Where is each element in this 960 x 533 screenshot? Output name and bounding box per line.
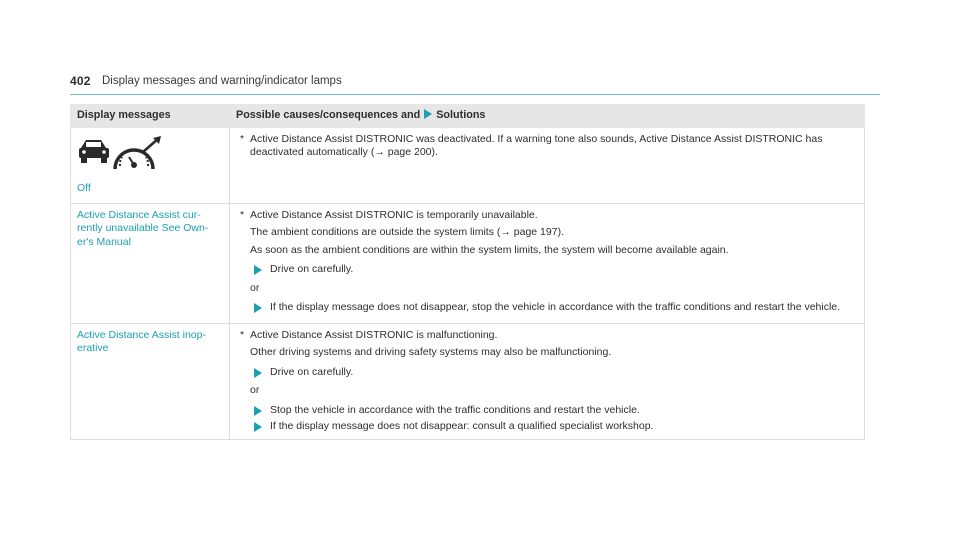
- cause-item: [236, 209, 858, 258]
- table-row: [71, 203, 865, 323]
- detail-text: As soon as the ambient conditions are within the system limits, the system will become available again.: [250, 243, 729, 256]
- message-text: Active Distance Assist cur- rently unavailable See Own- er's Manual: [77, 208, 209, 248]
- cause-text: Active Distance Assist DISTRONIC is malfunctioning.: [250, 328, 498, 341]
- solution-text: Drive on carefully.: [270, 365, 354, 378]
- detail-text: Other driving systems and driving safety systems may also be malfunctioning.: [250, 346, 612, 358]
- cause-cell: [230, 203, 865, 323]
- column-header-solutions-label: Solutions: [436, 109, 486, 121]
- table-header-row: [71, 105, 865, 128]
- solution-arrow-icon: [424, 109, 432, 119]
- cause-cell: [230, 127, 865, 203]
- cause-marker: *: [240, 132, 245, 145]
- cause-text: Active Distance Assist DISTRONIC was deactivated. If a warning tone also sounds, Active Distance Assist DISTRONIC has deactivated automatically (→ page 200).: [250, 132, 823, 158]
- page-number: 402: [70, 74, 91, 88]
- solution-text: Stop the vehicle in accordance with the traffic conditions and restart the vehicle.: [270, 403, 640, 416]
- detail-text: The ambient conditions are outside the system limits (→ page 197).: [250, 226, 564, 238]
- solution-step: [236, 263, 858, 277]
- display-messages-table: [70, 104, 865, 440]
- distronic-off-icon: [77, 136, 169, 174]
- solution-text: If the display message does not disappear, stop the vehicle in accordance with the traffic conditions and restart the vehicle.: [270, 301, 841, 313]
- solution-text: Drive on carefully.: [270, 263, 354, 275]
- cause-marker: *: [240, 208, 245, 221]
- column-header-messages: Display messages: [71, 105, 230, 128]
- message-cell: [71, 127, 230, 203]
- message-cell: [71, 203, 230, 323]
- cause-marker: *: [240, 328, 245, 341]
- page-header: [70, 74, 880, 95]
- message-cell: [71, 323, 230, 439]
- cause-cell: [230, 323, 865, 439]
- solution-arrow-icon: [254, 368, 262, 378]
- cause-text: Active Distance Assist DISTRONIC is temporarily unavailable.: [250, 208, 538, 221]
- solution-step: [236, 420, 858, 434]
- page-title: Display messages and warning/indicator lamps: [102, 75, 342, 87]
- cause-item: [236, 329, 858, 360]
- or-text: or: [250, 281, 260, 294]
- solution-arrow-icon: [254, 303, 262, 313]
- message-text: Off: [77, 181, 91, 194]
- table-row: [71, 323, 865, 439]
- solution-arrow-icon: [254, 265, 262, 275]
- message-text: Active Distance Assist inop- erative: [77, 328, 206, 354]
- solution-text: If the display message does not disappear: consult a qualified specialist workshop.: [270, 420, 654, 432]
- table-row: [71, 127, 865, 203]
- solution-step: [236, 366, 858, 380]
- cause-item: [236, 133, 858, 160]
- solution-arrow-icon: [254, 406, 262, 416]
- column-header-causes-label: Possible causes/consequences and: [236, 109, 421, 121]
- column-header-causes: [230, 105, 865, 128]
- solution-step: [236, 404, 858, 418]
- solution-arrow-icon: [254, 422, 262, 432]
- solution-step: [236, 301, 858, 315]
- or-text: or: [250, 384, 260, 396]
